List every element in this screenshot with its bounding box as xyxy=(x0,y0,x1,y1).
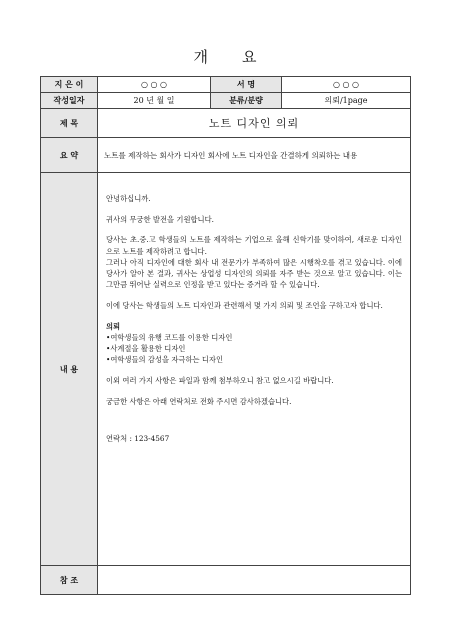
author-value[interactable]: ○ ○ ○ xyxy=(98,77,211,93)
reference-row xyxy=(41,566,411,595)
author-row xyxy=(41,77,411,93)
attach-text: 이외 여러 가지 사항은 파일과 함께 첨부하오니 참고 없으시길 바랍니다. xyxy=(106,375,334,385)
closing-text: 궁금한 사항은 아래 연락처로 전화 주시면 감사하겠습니다. xyxy=(106,396,292,406)
date-row xyxy=(41,93,411,109)
content-row xyxy=(41,173,411,566)
signature-label: 서 명 xyxy=(211,77,282,93)
wish-text: 귀사의 무궁한 발전을 기원합니다. xyxy=(106,214,214,224)
summary-label: 요 약 xyxy=(41,138,98,173)
page-title-char-1: 개 xyxy=(193,48,208,66)
subject-row xyxy=(41,109,411,138)
page-title-char-2: 요 xyxy=(242,48,257,66)
category-value[interactable]: 의뢰/1page xyxy=(282,93,411,109)
paragraph-3: 이에 당사는 학생들의 노트 디자인과 관련해서 몇 가지 의뢰 및 조언을 구하고자 합니다. xyxy=(106,300,383,310)
contact-text: 연락처 : 123-4567 xyxy=(106,433,170,443)
category-label: 분류/분량 xyxy=(211,93,282,109)
reference-label: 참 조 xyxy=(41,566,98,595)
request-item: • 여학생들의 감성을 자극하는 디자인 xyxy=(106,354,402,365)
request-item: • 여학생들의 유행 코드를 이용한 디자인 xyxy=(106,332,402,343)
greeting-text: 안녕하십니까. xyxy=(106,194,151,203)
summary-value[interactable]: 노트를 제작하는 회사가 디자인 회사에 노트 디자인을 간결하게 의뢰하는 내용 xyxy=(98,138,411,173)
signature-value[interactable]: ○ ○ ○ xyxy=(282,77,411,93)
reference-value[interactable] xyxy=(98,566,411,595)
subject-label: 제 목 xyxy=(41,109,98,138)
author-label: 지 은 이 xyxy=(41,77,98,93)
date-value[interactable]: 20 년 월 일 xyxy=(98,93,211,109)
paragraph-1: 당사는 초.중.고 학생들의 노트를 제작하는 기업으로 올해 신학기를 맞이하여, 새로운 디자인으로 노트를 제작하려고 합니다. xyxy=(106,235,402,256)
content-body[interactable] xyxy=(98,173,411,566)
paragraph-2: 그러나 아직 디자인에 대한 회사 내 전문가가 부족하여 많은 시행착오를 겪고 있습니다. 이에 당사가 알아 본 결과, 귀사는 상업성 디자인의 의뢰를 자주 받는 것으로 알고 있습니다. 이는 그만큼 뛰어난 실력으로 인정을 받고 있다는 증거라 할 수 있습니다. xyxy=(106,257,402,290)
subject-value[interactable]: 노트 디자인 의뢰 xyxy=(98,109,411,138)
request-heading: 의뢰 xyxy=(106,321,121,331)
overview-table xyxy=(40,76,411,595)
page-title xyxy=(0,46,450,67)
content-label: 내 용 xyxy=(41,173,98,566)
request-item: • 사계절을 활용한 디자인 xyxy=(106,343,402,354)
summary-row xyxy=(41,138,411,173)
date-label: 작성일자 xyxy=(41,93,98,109)
request-list xyxy=(106,332,402,366)
